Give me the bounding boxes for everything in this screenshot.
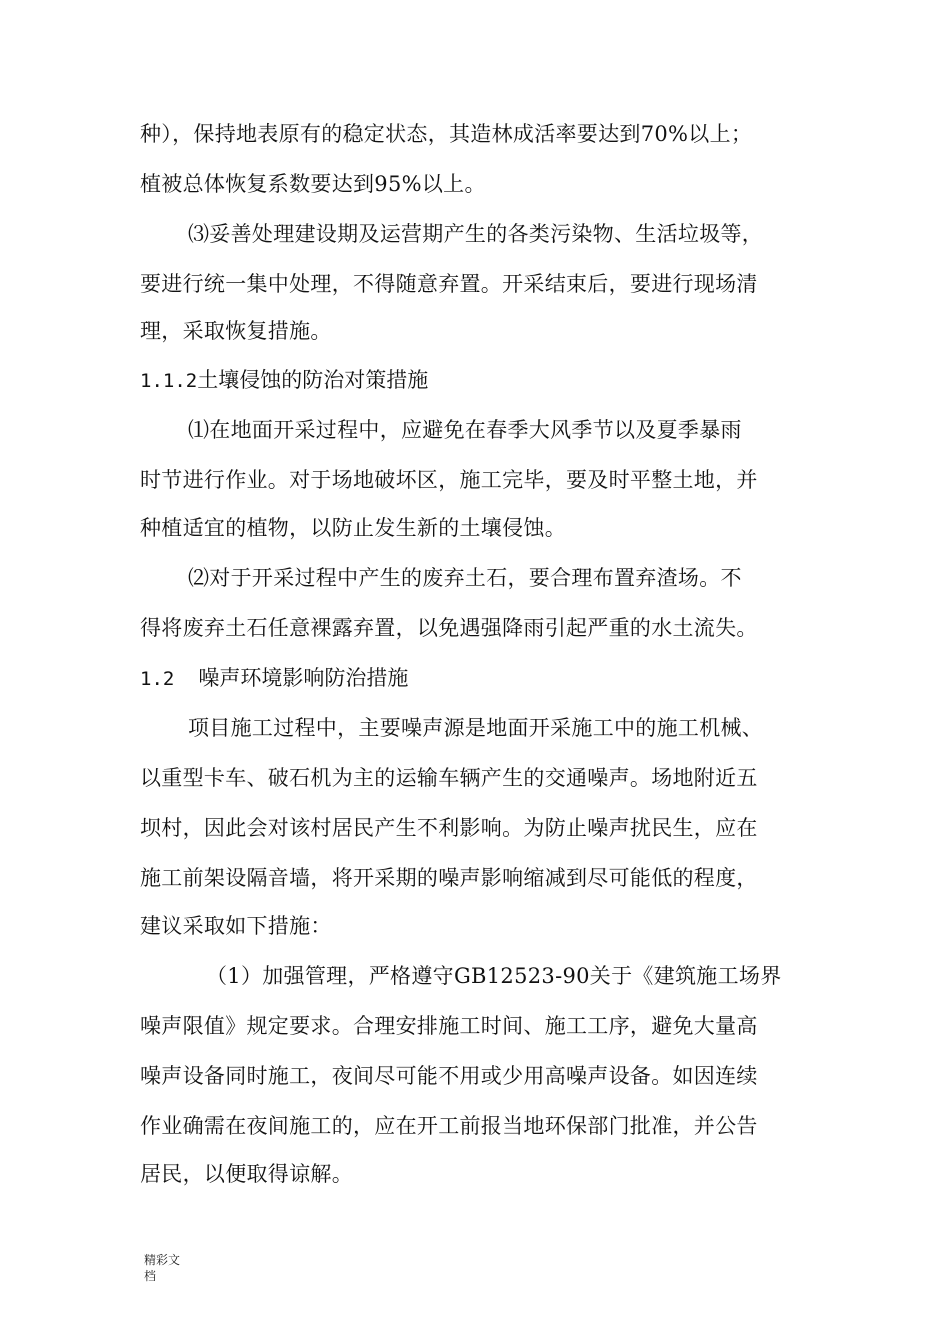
body-text-line: ⑵对于开采过程中产生的废弃土石，要合理布置弃渣场。不: [188, 566, 742, 590]
body-text-line: 要进行统一集中处理，不得随意弃置。开采结束后，要进行现场清: [140, 272, 758, 296]
body-text-line: 噪声限值》规定要求。合理安排施工时间、施工工序，避免大量高: [140, 1014, 758, 1038]
body-text-line: 建议采取如下措施：: [140, 914, 332, 938]
section-number: 1.1.2: [140, 370, 198, 392]
body-text-line: ⑴在地面开采过程中，应避免在春季大风季节以及夏季暴雨: [188, 418, 742, 442]
body-text-line: 时节进行作业。对于场地破坏区，施工完毕，要及时平整土地，并: [140, 468, 758, 492]
body-text-line: 得将废弃土石任意裸露弃置，以免遇强降雨引起严重的水土流失。: [140, 616, 758, 640]
section-heading: [140, 664, 408, 693]
body-text-line: 以重型卡车、破石机为主的运输车辆产生的交通噪声。场地附近五: [140, 766, 758, 790]
body-text-line: 居民，以便取得谅解。: [140, 1162, 353, 1186]
section-title: 噪声环境影响防治措施: [198, 666, 409, 690]
section-number: 1.2: [140, 668, 175, 690]
body-text-line: 种），保持地表原有的稳定状态，其造林成活率要达到70%以上；: [140, 122, 753, 146]
body-text-line: 植被总体恢复系数要达到95%以上。: [140, 172, 486, 196]
body-text-line: 作业确需在夜间施工的，应在开工前报当地环保部门批准，并公告: [140, 1114, 758, 1138]
section-title: 土壤侵蚀的防治对策措施: [197, 368, 429, 392]
body-text-line: 噪声设备同时施工，夜间尽可能不用或少用高噪声设备。如因连续: [140, 1064, 758, 1088]
body-text-line: 施工前架设隔音墙，将开采期的噪声影响缩减到尽可能低的程度，: [140, 866, 758, 890]
body-text-line: 项目施工过程中，主要噪声源是地面开采施工中的施工机械、: [188, 716, 764, 740]
body-text-line: 坝村，因此会对该村居民产生不利影响。为防止噪声扰民生，应在: [140, 816, 758, 840]
section-heading: [140, 366, 428, 395]
body-text-line: （1）加强管理，严格遵守GB12523-90关于《建筑施工场界: [206, 964, 782, 988]
page-footer: [144, 1252, 204, 1284]
footer-text: 档: [144, 1269, 157, 1283]
footer-text: 精彩文: [144, 1253, 181, 1267]
body-text-line: ⑶妥善处理建设期及运营期产生的各类污染物、生活垃圾等，: [188, 222, 764, 246]
body-text-line: 理，采取恢复措施。: [140, 319, 332, 343]
body-text-line: 种植适宜的植物，以防止发生新的土壤侵蚀。: [140, 516, 566, 540]
